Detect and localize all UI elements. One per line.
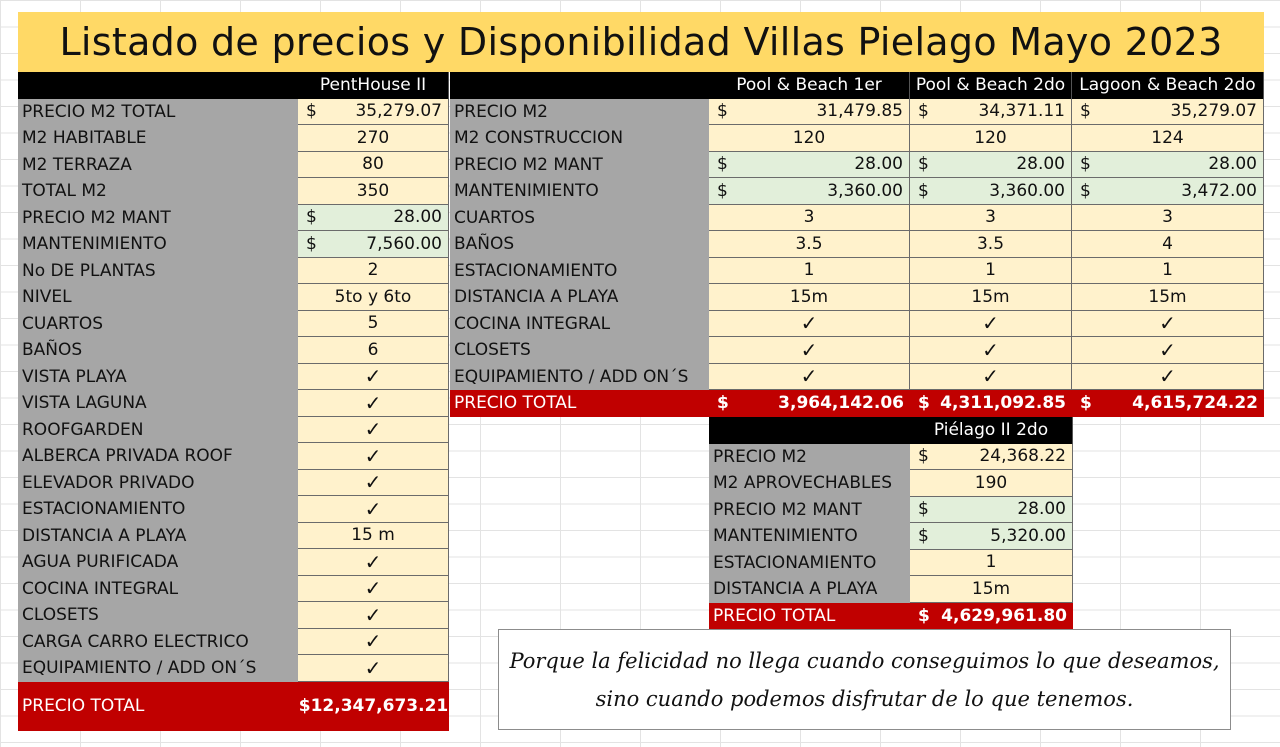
- row-label: MANTENIMIENTO: [450, 178, 709, 205]
- row-label: ESTACIONAMIENTO: [709, 550, 910, 577]
- table-row: [450, 311, 1264, 338]
- row-value: ✓: [298, 364, 449, 391]
- row-label: CUARTOS: [18, 311, 298, 338]
- table-row: [18, 364, 449, 391]
- row-value: ✓: [298, 576, 449, 603]
- total-value: $12,347,673.21: [298, 682, 449, 731]
- row-label: CLOSETS: [450, 337, 709, 364]
- row-value: $ 28.00: [1072, 152, 1264, 179]
- row-value: 3: [1072, 205, 1264, 232]
- row-value: 350: [298, 178, 449, 205]
- row-value: $ 31,479.85: [709, 99, 910, 126]
- row-value: ✓: [1072, 311, 1264, 338]
- row-value: 4: [1072, 231, 1264, 258]
- table-row: [18, 655, 449, 682]
- row-label: No DE PLANTAS: [18, 258, 298, 285]
- row-value: 5to y 6to: [298, 284, 449, 311]
- penthouse-header-row: [18, 72, 449, 99]
- penthouse-header: PentHouse II: [298, 72, 449, 99]
- table-row: [450, 125, 1264, 152]
- quote-box: [498, 629, 1231, 730]
- row-value: 5: [298, 311, 449, 338]
- row-label: TOTAL M2: [18, 178, 298, 205]
- table-row: [18, 178, 449, 205]
- row-label: ELEVADOR PRIVADO: [18, 470, 298, 497]
- row-value: 190: [910, 470, 1073, 497]
- row-value: ✓: [910, 337, 1072, 364]
- row-label: ESTACIONAMIENTO: [450, 258, 709, 285]
- villa-header-2: Pool & Beach 2do: [910, 72, 1072, 99]
- quote-line-1: Porque la felicidad no llega cuando conseguimos lo que deseamos,: [509, 648, 1220, 673]
- row-label: AGUA PURIFICADA: [18, 549, 298, 576]
- row-value: 120: [910, 125, 1072, 152]
- total-label: PRECIO TOTAL: [709, 603, 910, 630]
- row-value: 15m: [709, 284, 910, 311]
- row-value: $ 5,320.00: [910, 523, 1073, 550]
- row-label: PRECIO M2 MANT: [450, 152, 709, 179]
- row-value: $ 34,371.11: [910, 99, 1072, 126]
- table-row: [18, 602, 449, 629]
- row-label: NIVEL: [18, 284, 298, 311]
- table-row: [18, 576, 449, 603]
- table-row: [450, 364, 1264, 391]
- row-label: M2 HABITABLE: [18, 125, 298, 152]
- row-value: ✓: [298, 496, 449, 523]
- table-row: [709, 550, 1073, 577]
- row-label: ALBERCA PRIVADA ROOF: [18, 443, 298, 470]
- header-blank: [450, 72, 709, 99]
- row-value: 270: [298, 125, 449, 152]
- row-label: PRECIO M2: [450, 99, 709, 126]
- row-value: ✓: [298, 417, 449, 444]
- villas-total-row: [450, 390, 1264, 417]
- total-value-1: $ 3,964,142.06: [709, 390, 910, 417]
- row-value: ✓: [298, 602, 449, 629]
- row-value: ✓: [709, 311, 910, 338]
- table-row: [709, 444, 1073, 471]
- row-value: $ 35,279.07: [298, 99, 449, 126]
- row-label: CUARTOS: [450, 205, 709, 232]
- table-row: [18, 284, 449, 311]
- header-blank: [709, 417, 910, 444]
- table-row: [18, 231, 449, 258]
- row-value: $ 3,472.00: [1072, 178, 1264, 205]
- row-label: M2 TERRAZA: [18, 152, 298, 179]
- row-value: $ 28.00: [910, 152, 1072, 179]
- row-label: DISTANCIA A PLAYA: [709, 576, 910, 603]
- total-value: $ 4,629,961.80: [910, 603, 1073, 630]
- row-label: DISTANCIA A PLAYA: [18, 523, 298, 550]
- row-value: 1: [910, 258, 1072, 285]
- table-row: [709, 576, 1073, 603]
- row-label: PRECIO M2 MANT: [18, 205, 298, 232]
- row-value: ✓: [1072, 337, 1264, 364]
- row-value: ✓: [298, 629, 449, 656]
- row-label: VISTA LAGUNA: [18, 390, 298, 417]
- row-label: MANTENIMIENTO: [18, 231, 298, 258]
- table-row: [450, 284, 1264, 311]
- row-value: ✓: [910, 311, 1072, 338]
- header-blank: [18, 72, 298, 99]
- row-value: $ 35,279.07: [1072, 99, 1264, 126]
- row-value: 120: [709, 125, 910, 152]
- villa-header-3: Lagoon & Beach 2do: [1072, 72, 1264, 99]
- table-row: [450, 258, 1264, 285]
- row-label: CLOSETS: [18, 602, 298, 629]
- row-label: MANTENIMIENTO: [709, 523, 910, 550]
- table-row: [18, 443, 449, 470]
- row-value: 124: [1072, 125, 1264, 152]
- table-row: [18, 470, 449, 497]
- table-row: [18, 152, 449, 179]
- row-value: $ 7,560.00: [298, 231, 449, 258]
- row-value: 15m: [910, 284, 1072, 311]
- row-value: ✓: [910, 364, 1072, 391]
- total-value-2: $ 4,311,092.85: [910, 390, 1072, 417]
- row-label: PRECIO M2 TOTAL: [18, 99, 298, 126]
- penthouse-total-row: [18, 682, 449, 731]
- pielago-total-row: [709, 603, 1073, 630]
- villas-table: [450, 72, 1264, 417]
- row-value: $ 3,360.00: [709, 178, 910, 205]
- row-value: ✓: [709, 337, 910, 364]
- row-label: M2 CONSTRUCCION: [450, 125, 709, 152]
- row-value: 2: [298, 258, 449, 285]
- total-label: PRECIO TOTAL: [450, 390, 709, 417]
- table-row: [18, 337, 449, 364]
- row-label: ESTACIONAMIENTO: [18, 496, 298, 523]
- row-value: $ 24,368.22: [910, 444, 1073, 471]
- table-row: [18, 417, 449, 444]
- row-value: ✓: [298, 549, 449, 576]
- row-label: PRECIO M2: [709, 444, 910, 471]
- row-value: $ 3,360.00: [910, 178, 1072, 205]
- row-value: ✓: [298, 470, 449, 497]
- row-value: 1: [709, 258, 910, 285]
- row-value: 1: [1072, 258, 1264, 285]
- row-label: ROOFGARDEN: [18, 417, 298, 444]
- row-value: $ 28.00: [298, 205, 449, 232]
- row-value: 15m: [1072, 284, 1264, 311]
- table-row: [18, 549, 449, 576]
- table-row: [18, 629, 449, 656]
- row-label: BAÑOS: [450, 231, 709, 258]
- table-row: [18, 99, 449, 126]
- table-row: [18, 205, 449, 232]
- row-value: ✓: [709, 364, 910, 391]
- row-value: 3: [910, 205, 1072, 232]
- row-value: ✓: [298, 655, 449, 682]
- pielago-header-row: [709, 417, 1073, 444]
- row-value: 3: [709, 205, 910, 232]
- row-value: 15m: [910, 576, 1073, 603]
- row-value: ✓: [298, 390, 449, 417]
- row-value: $ 28.00: [910, 497, 1073, 524]
- row-value: 80: [298, 152, 449, 179]
- row-label: DISTANCIA A PLAYA: [450, 284, 709, 311]
- row-value: ✓: [298, 443, 449, 470]
- row-label: PRECIO M2 MANT: [709, 497, 910, 524]
- villas-header-row: [450, 72, 1264, 99]
- row-value: ✓: [1072, 364, 1264, 391]
- row-value: 1: [910, 550, 1073, 577]
- row-value: 3.5: [910, 231, 1072, 258]
- penthouse-table: [18, 72, 449, 731]
- row-value: $ 28.00: [709, 152, 910, 179]
- table-row: [18, 311, 449, 338]
- row-label: EQUIPAMIENTO / ADD ON´S: [450, 364, 709, 391]
- row-label: COCINA INTEGRAL: [450, 311, 709, 338]
- row-label: BAÑOS: [18, 337, 298, 364]
- row-label: CARGA CARRO ELECTRICO: [18, 629, 298, 656]
- row-label: VISTA PLAYA: [18, 364, 298, 391]
- table-row: [709, 470, 1073, 497]
- table-row: [450, 178, 1264, 205]
- table-row: [450, 205, 1264, 232]
- quote-line-2: sino cuando podemos disfrutar de lo que tenemos.: [595, 686, 1134, 711]
- table-row: [18, 496, 449, 523]
- total-value-3: $ 4,615,724.22: [1072, 390, 1264, 417]
- row-label: M2 APROVECHABLES: [709, 470, 910, 497]
- page-title: Listado de precios y Disponibilidad Villas Pielago Mayo 2023: [18, 12, 1264, 72]
- total-label: PRECIO TOTAL: [18, 682, 298, 731]
- row-label: EQUIPAMIENTO / ADD ON´S: [18, 655, 298, 682]
- table-row: [18, 258, 449, 285]
- table-row: [709, 523, 1073, 550]
- pielago-header: Piélago II 2do: [910, 417, 1073, 444]
- table-row: [709, 497, 1073, 524]
- row-value: 3.5: [709, 231, 910, 258]
- table-row: [18, 390, 449, 417]
- table-row: [18, 125, 449, 152]
- table-row: [18, 523, 449, 550]
- villa-header-1: Pool & Beach 1er: [709, 72, 910, 99]
- row-value: 6: [298, 337, 449, 364]
- row-value: 15 m: [298, 523, 449, 550]
- table-row: [450, 152, 1264, 179]
- table-row: [450, 231, 1264, 258]
- table-row: [450, 337, 1264, 364]
- table-row: [450, 99, 1264, 126]
- pielago-table: [709, 417, 1073, 629]
- row-label: COCINA INTEGRAL: [18, 576, 298, 603]
